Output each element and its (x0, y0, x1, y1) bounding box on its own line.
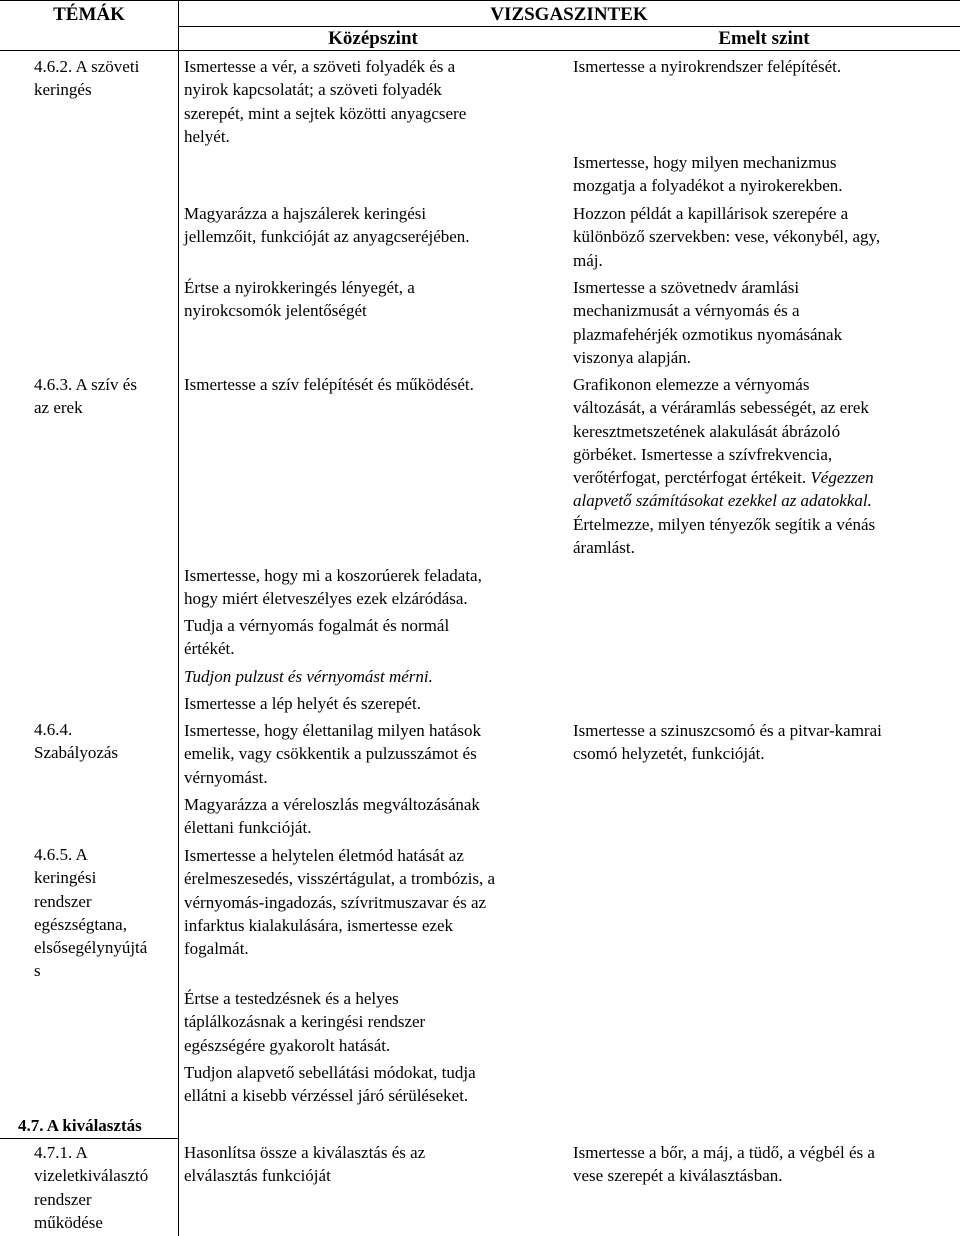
topic-4-6-3: 4.6.3. A szív és az erek (34, 375, 137, 418)
header-emelt-szint: Emelt szint (718, 28, 810, 49)
top-border (0, 0, 960, 1)
topic-column-divider (178, 0, 179, 1236)
kozep-item-4: Ismertesse a szív felépítését és működését. (184, 375, 474, 394)
emelt-item-5-italic: Végezzen alapvető számításokat ezekkel az adatokkal. (573, 468, 874, 511)
kozep-item-13: Tudjon alapvető sebellátási módokat, tudja ellátni a kisebb vérzéssel járó sérüléseket. (184, 1063, 476, 1106)
topic-4-7: 4.7. A kiválasztás (18, 1116, 142, 1135)
header-divider-1 (178, 26, 960, 27)
kozep-item-2: Magyarázza a hajszálerek keringési jellemzőit, funkcióját az anyagcseréjében. (184, 204, 470, 247)
emelt-item-4: Ismertesse a szövetnedv áramlási mechanizmusát a vérnyomás és a plazmafehérjék ozmotikus nyomásának viszonya alapján. (573, 278, 843, 367)
header-vizsgaszintek: VIZSGASZINTEK (490, 4, 648, 25)
emelt-item-7: Ismertesse a bőr, a máj, a tüdő, a végbél és a vese szerepét a kiválasztásban. (573, 1143, 875, 1186)
topic-4-6-5: 4.6.5. A keringési rendszer egészségtana, elsősegélynyújtá s (34, 845, 148, 981)
kozep-item-6: Tudja a vérnyomás fogalmát és normál értékét. (184, 616, 450, 659)
emelt-item-5-end: Értelmezze, milyen tényezők segítik a vénás áramlást. (573, 514, 876, 558)
kozep-item-9: Ismertesse, hogy élettanilag milyen hatások emelik, vagy csökkentik a pulzusszámot és vérnyomást. (184, 721, 481, 787)
emelt-item-5-text: Grafikonon elemezze a vérnyomás változását, a véráramlás sebességét, az erek keresztmetszetének alakulását ábrázoló görbéket. Ismertesse a szívfrekvencia, verőtérfogat, perctérfogat értékeit. (573, 375, 869, 488)
topic-4-6-2: 4.6.2. A szöveti keringés (34, 57, 140, 100)
emelt-item-3: Hozzon példát a kapillárisok szerepére a különböző szervekben: vese, vékonybél, agy, máj. (573, 204, 881, 270)
topic-4-7-1: 4.7.1. A vizeletkiválasztó rendszer működése (34, 1143, 149, 1232)
topic-4-6-4: 4.6.4. Szabályozás (34, 720, 119, 763)
header-kozepszint: Középszint (328, 28, 418, 49)
kozep-item-11: Ismertesse a helytelen életmód hatását az érelmeszesedés, visszértágulat, a trombózis, a vérnyomás-ingadozás, szívritmuszavar és az infarktus kialakulására, ismertesse ezek fogalmát. (184, 846, 496, 959)
emelt-item-1: Ismertesse a nyirokrendszer felépítését. (573, 57, 842, 76)
kozep-item-12: Értse a testedzésnek és a helyes táplálkozásnak a keringési rendszer egészségére gyakorolt hatását. (184, 989, 426, 1055)
kozep-item-7: Tudjon pulzust és vérnyomást mérni. (184, 667, 433, 686)
kozep-item-8: Ismertesse a lép helyét és szerepét. (184, 694, 421, 713)
kivalasztas-divider (0, 1138, 178, 1139)
emelt-item-2: Ismertesse, hogy milyen mechanizmus mozgatja a folyadékot a nyirokerekben. (573, 153, 843, 196)
kozep-item-14: Hasonlítsa össze a kiválasztás és az elválasztás funkcióját (184, 1143, 426, 1186)
emelt-item-6: Ismertesse a szinuszcsomó és a pitvar-kamrai csomó helyzetét, funkcióját. (573, 721, 882, 764)
kozep-item-1: Ismertesse a vér, a szöveti folyadék és a nyirok kapcsolatát; a szöveti folyadék szerepét, mint a sejtek közötti anyagcsere helyét. (184, 57, 467, 146)
header-temak: TÉMÁK (53, 4, 125, 25)
header-divider-2 (0, 50, 960, 51)
kozep-item-3: Értse a nyirokkeringés lényegét, a nyirokcsomók jelentőségét (184, 278, 415, 321)
kozep-item-5: Ismertesse, hogy mi a koszorúerek feladata, hogy miért életveszélyes ezek elzáródása. (184, 566, 482, 609)
kozep-item-10: Magyarázza a véreloszlás megváltozásának élettani funkcióját. (184, 795, 480, 838)
emelt-item-5 (573, 373, 955, 559)
